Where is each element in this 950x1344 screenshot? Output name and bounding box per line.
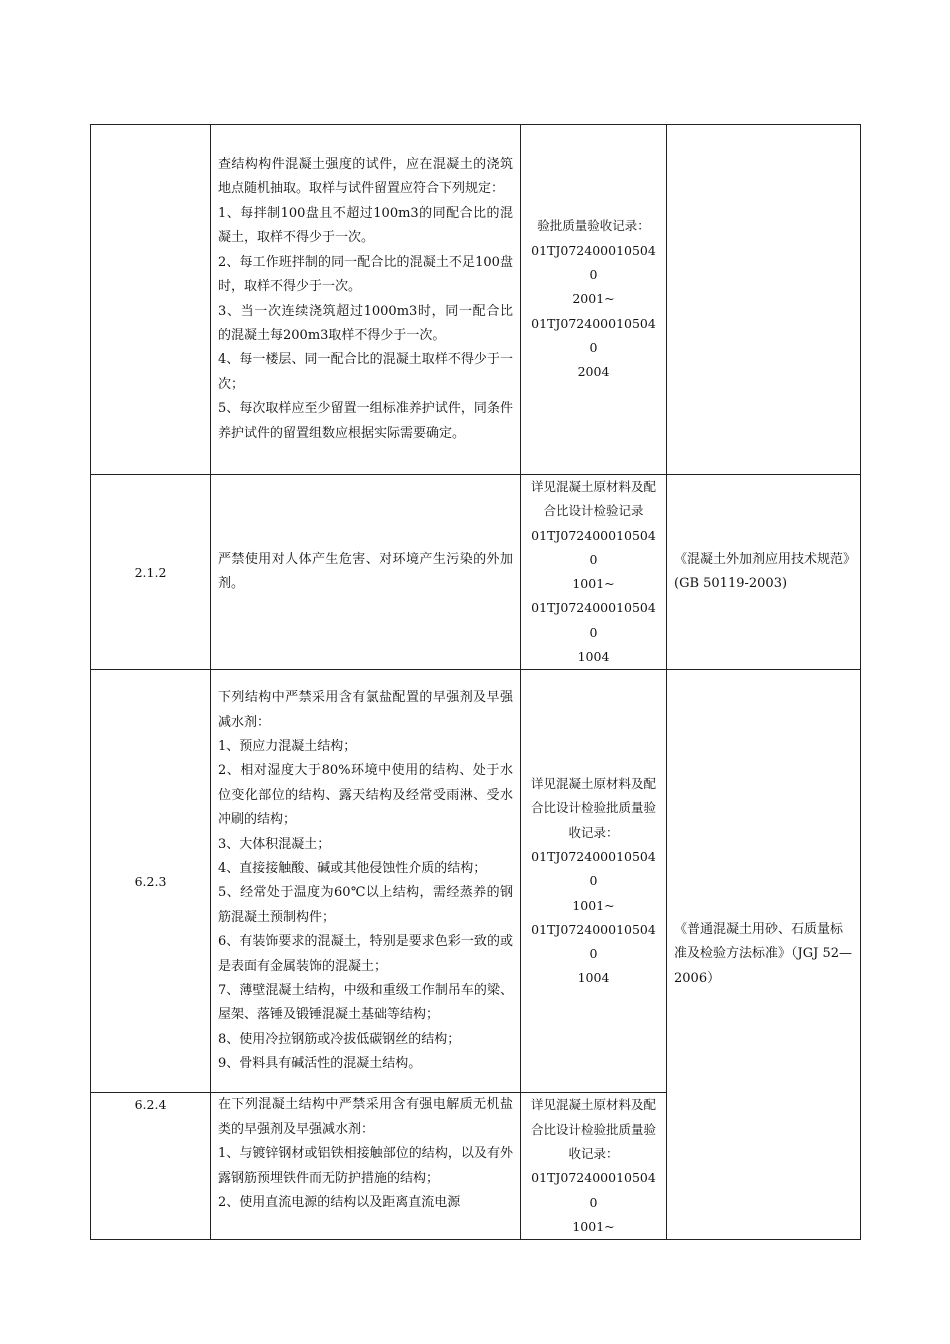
standard-reference: 《普通混凝土用砂、石质量标准及检验方法标准》（JGJ 52—2006） bbox=[667, 670, 861, 1240]
record-reference: 详见混凝土原材料及配合比设计检验记录 01TJ0724000105040 1001~ 01TJ0724000105040 1004 bbox=[521, 475, 667, 670]
record-reference: 详见混凝土原材料及配合比设计检验批质量验收记录： 01TJ0724000105040 1001~ bbox=[521, 1093, 667, 1240]
table-row bbox=[91, 670, 861, 1093]
requirement-text: 下列结构中严禁采用含有氯盐配置的早强剂及早强减水剂： 1、预应力混凝土结构； 2、相对湿度大于80%环境中使用的结构、处于水位变化部位的结构、露天结构及经常受雨淋、受水冲刷的结构； 3、大体积混凝土； 4、直接接触酸、碱或其他侵蚀性介质的结构； 5、经常处于温度为60℃以上结构，需经蒸养的钢筋混凝土预制构件； 6、有装饰要求的混凝土，特别是要求色彩一致的或是表面有金属装饰的混凝土； 7、薄壁混凝土结构，中级和重级工作制吊车的梁、屋架、落锤及锻锤混凝土基础等结构； 8、使用冷拉钢筋或冷拔低碳钢丝的结构； 9、骨料具有碱活性的混凝土结构。 bbox=[211, 670, 521, 1093]
record-reference: 验批质量验收记录： 01TJ0724000105040 2001~ 01TJ0724000105040 2004 bbox=[521, 125, 667, 475]
requirement-text: 在下列混凝土结构中严禁采用含有强电解质无机盐类的早强剂及早强减水剂： 1、与镀锌钢材或铝铁相接触部位的结构，以及有外露钢筋预埋铁件而无防护措施的结构； 2、使用直流电源的结构以及距离直流电源 bbox=[211, 1093, 521, 1240]
standard-reference bbox=[667, 125, 861, 475]
clause-number bbox=[91, 125, 211, 475]
table-row bbox=[91, 475, 861, 670]
clause-number: 2.1.2 bbox=[91, 475, 211, 670]
inspection-table bbox=[90, 124, 861, 1240]
requirement-text: 查结构构件混凝土强度的试件，应在混凝土的浇筑地点随机抽取。取样与试件留置应符合下列规定： 1、每拌制100盘且不超过100m3的同配合比的混凝土，取样不得少于一次。 2、每工作班拌制的同一配合比的混凝土不足100盘时，取样不得少于一次。 3、当一次连续浇筑超过1000m3时，同一配合比的混凝土每200m3取样不得少于一次。 4、每一楼层、同一配合比的混凝土取样不得少于一次； 5、每次取样应至少留置一组标准养护试件，同条件养护试件的留置组数应根据实际需要确定。 bbox=[211, 125, 521, 475]
record-reference: 详见混凝土原材料及配合比设计检验批质量验收记录： 01TJ0724000105040 1001~ 01TJ0724000105040 1004 bbox=[521, 670, 667, 1093]
clause-number: 6.2.4 bbox=[91, 1093, 211, 1240]
standard-reference: 《混凝土外加剂应用技术规范》(GB 50119-2003) bbox=[667, 475, 861, 670]
table-row bbox=[91, 125, 861, 475]
requirement-text: 严禁使用对人体产生危害、对环境产生污染的外加剂。 bbox=[211, 475, 521, 670]
clause-number: 6.2.3 bbox=[91, 670, 211, 1093]
